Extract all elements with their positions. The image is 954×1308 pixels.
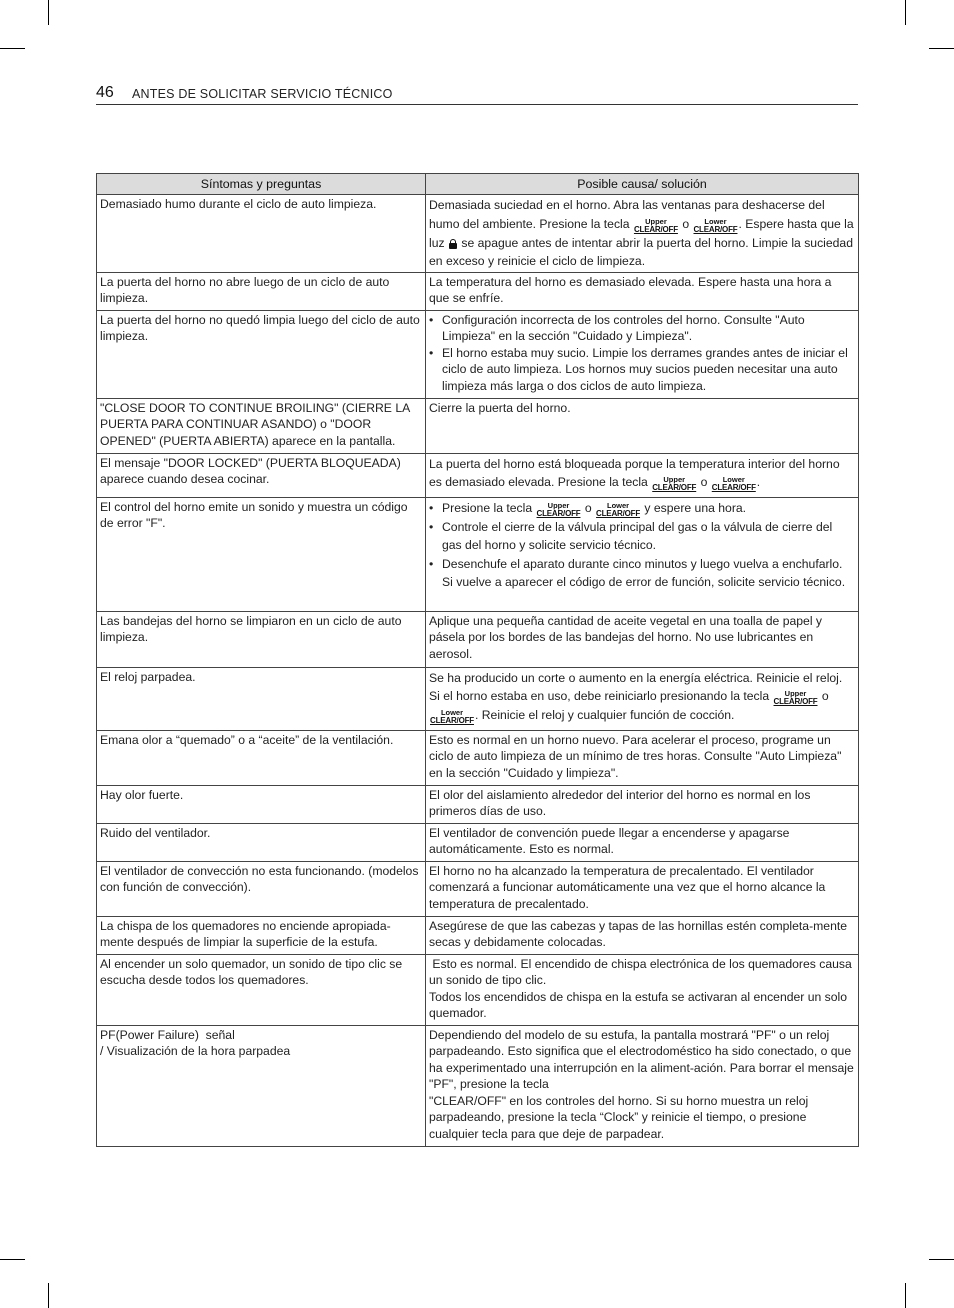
table-row [97, 453, 859, 497]
symptom-cell: Ruido del ventilador. [97, 823, 426, 861]
table-header-row [97, 174, 859, 195]
upper-clear-off-key-icon: Upper CLEAR/OFF [536, 500, 581, 518]
crop-mark [929, 1259, 954, 1260]
symptom-cell: El ventilador de convección no esta funcionando. (modelos con función de convección). [97, 861, 426, 916]
symptom-cell: La puerta del horno no abre luego de un ciclo de auto limpieza. [97, 272, 426, 310]
upper-clear-off-key-icon: Upper CLEAR/OFF [633, 216, 678, 234]
table-row [97, 823, 859, 861]
cause-text: La puerta del horno está bloqueada porque la temperatura interior del horno es demasiado elevada. Presione la tecla [429, 456, 840, 489]
cause-cell: Aplique una pequeña cantidad de aceite vegetal en una toalla de papel y pásela por los bordes de las bandejas del horno. No use lubricantes en aerosol. [426, 611, 859, 667]
crop-mark [0, 48, 25, 49]
symptom-cell: El reloj parpadea. [97, 667, 426, 730]
crop-mark [929, 48, 954, 49]
symptom-cell [97, 1025, 426, 1146]
cause-cell [426, 195, 859, 273]
crop-mark [48, 1283, 49, 1308]
column-header-symptoms: Síntomas y preguntas [97, 174, 426, 195]
cause-text: Demasiada suciedad en el horno. Abra las ventanas para deshacerse del humo del ambiente. Presione la tecla [429, 198, 825, 231]
upper-clear-off-key-icon: Upper CLEAR/OFF [773, 689, 818, 706]
or-text: o [682, 216, 690, 231]
cause-cell: Esto es normal en un horno nuevo. Para acelerar el proceso, programe un ciclo de auto limpieza de un mínimo de tres horas. Consulte "Auto Limpieza" en la sección "Cuidado y limpieza". [426, 730, 859, 785]
cause-text: Se ha producido un corte o aumento en la energía eléctrica. Reinicie el reloj. Si el horno estaba en uso, debe reiniciarlo presionando la tecla [429, 670, 843, 703]
symptom-cell: La puerta del horno no quedó limpia luego del ciclo de auto limpieza. [97, 310, 426, 398]
page-header [96, 84, 858, 105]
cause-text: Esto es normal. El encendido de chispa electrónica de los quemadores causa un sonido de tipo clic. [429, 956, 856, 988]
cause-text: Todos los encendidos de chispa en la estufa se activaran al encender un solo quemador. [429, 989, 848, 1021]
or-text: o [584, 500, 592, 515]
lock-icon [449, 239, 457, 248]
cause-cell: El ventilador de convención puede llegar a encenderse y apagarse automáticamente. Esto es normal. [426, 823, 859, 861]
cause-cell [426, 667, 859, 730]
table-row [97, 398, 859, 453]
lower-clear-off-key-icon: Lower CLEAR/OFF [596, 500, 641, 518]
table-row [97, 730, 859, 785]
list-item: • Controle el cierre de la válvula principal del gas o la válvula de cierre del gas del horno y solicite servicio técnico. [429, 518, 854, 555]
table-row [97, 310, 859, 398]
crop-mark [48, 0, 49, 25]
or-text: o [821, 689, 829, 703]
symptom-cell: El mensaje "DOOR LOCKED" (PUERTA BLOQUEADA) aparece cuando desea cocinar. [97, 453, 426, 497]
cause-text: Dependiendo del modelo de su estufa, la pantalla mostrará "PF" o un reloj parpadeando. Esto significa que el electrodoméstico ha sido conectado, o que ha experimentado una interrupción en la aliment-ación. Para borrar el mensaje "PF", presione la tecla [429, 1027, 854, 1092]
list-item: • Desenchufe el aparato durante cinco minutos y luego vuelva a enchufarlo. Si vuelve a aparecer el código de error de función, solicite servicio técnico. [429, 555, 854, 592]
cause-cell [426, 310, 859, 398]
upper-clear-off-key-icon: Upper CLEAR/OFF [652, 475, 697, 492]
list-item: • El horno estaba muy sucio. Limpie los derrames grandes antes de iniciar el ciclo de auto limpieza. Los hornos muy sucios pueden necesitar una auto limpieza más larga o dos ciclos de auto limpieza. [429, 345, 854, 395]
symptom-cell: Las bandejas del horno se limpiaron en un ciclo de auto limpieza. [97, 611, 426, 667]
section-title: ANTES DE SOLICITAR SERVICIO TÉCNICO [132, 87, 393, 101]
lower-clear-off-key-icon: Lower CLEAR/OFF [711, 475, 756, 492]
cause-text: . [756, 475, 761, 489]
cause-cell: El horno no ha alcanzado la temperatura de precalentado. El ventilador comenzará a funcionar automáticamente una vez que el horno alcance la temperatura de precalentado. [426, 861, 859, 916]
cause-cell: El olor del aislamiento alrededor del interior del horno es normal en los primeros días de uso. [426, 785, 859, 823]
crop-mark [905, 0, 906, 25]
crop-mark [905, 1283, 906, 1308]
cause-cell [426, 453, 859, 497]
symptom-cell: Al encender un solo quemador, un sonido de tipo clic se escucha desde todos los quemadores. [97, 954, 426, 1025]
table-row [97, 785, 859, 823]
cause-list [429, 312, 854, 395]
cause-text: . Reinicie el reloj y cualquier función de cocción. [474, 708, 735, 722]
symptom-cell: Emana olor a “quemado” o a “aceite” de la ventilación. [97, 730, 426, 785]
cause-cell: Cierre la puerta del horno. [426, 398, 859, 453]
cause-text: "CLEAR/OFF" en los controles del horno. Si su horno muestra un reloj parpadeando, presione la tecla “Clock” y reinicie el tiempo, o presione cualquier tecla para que deje de parpadear. [429, 1093, 809, 1142]
table-row [97, 611, 859, 667]
cause-cell [426, 954, 859, 1025]
table-row [97, 954, 859, 1025]
cause-list [429, 499, 854, 592]
page-number: 46 [96, 84, 114, 101]
symptom-text: PF(Power Failure) señal [100, 1027, 235, 1042]
cause-text: se apague antes de intentar abrir la puerta del horno. Limpie la suciedad en exceso y reinicie el ciclo de limpieza. [429, 235, 853, 268]
symptom-cell: "CLOSE DOOR TO CONTINUE BROILING" (CIERRE LA PUERTA PARA CONTINUAR ASANDO) o "DOOR OPENED" (PUERTA ABIERTA) aparece en la pantalla. [97, 398, 426, 453]
table-row [97, 916, 859, 954]
table-row [97, 667, 859, 730]
table-row [97, 497, 859, 611]
cause-cell [426, 497, 859, 611]
symptom-cell: La chispa de los quemadores no enciende apropiada-mente después de limpiar la superficie de la estufa. [97, 916, 426, 954]
symptom-cell: Hay olor fuerte. [97, 785, 426, 823]
symptom-cell: El control del horno emite un sonido y muestra un código de error "F". [97, 497, 426, 611]
table-row [97, 195, 859, 273]
list-item: • Presione la tecla Upper CLEAR/OFF o Lower CLEAR/OFF y espere una hora. [429, 499, 854, 518]
symptom-cell: Demasiado humo durante el ciclo de auto limpieza. [97, 195, 426, 273]
cause-cell: La temperatura del horno es demasiado elevada. Espere hasta una hora a que se enfríe. [426, 272, 859, 310]
column-header-causes: Posible causa/ solución [426, 174, 859, 195]
lower-clear-off-key-icon: Lower CLEAR/OFF [693, 216, 738, 234]
table-row [97, 861, 859, 916]
or-text: o [700, 475, 708, 489]
crop-mark [0, 1259, 25, 1260]
cause-cell [426, 1025, 859, 1146]
cause-cell: Asegúrese de que las cabezas y tapas de las hornillas estén completa-mente secas y debidamente colocadas. [426, 916, 859, 954]
troubleshooting-table [96, 173, 859, 1147]
cause-text: . Espere hasta que la luz [429, 216, 854, 250]
lower-clear-off-key-icon: Lower CLEAR/OFF [430, 708, 474, 725]
symptom-text: / Visualización de la hora parpadea [100, 1044, 291, 1059]
list-item: • Configuración incorrecta de los controles del horno. Consulte "Auto Limpieza" en la sección "Cuidado y Limpieza". [429, 312, 854, 345]
table-row [97, 272, 859, 310]
table-row [97, 1025, 859, 1146]
